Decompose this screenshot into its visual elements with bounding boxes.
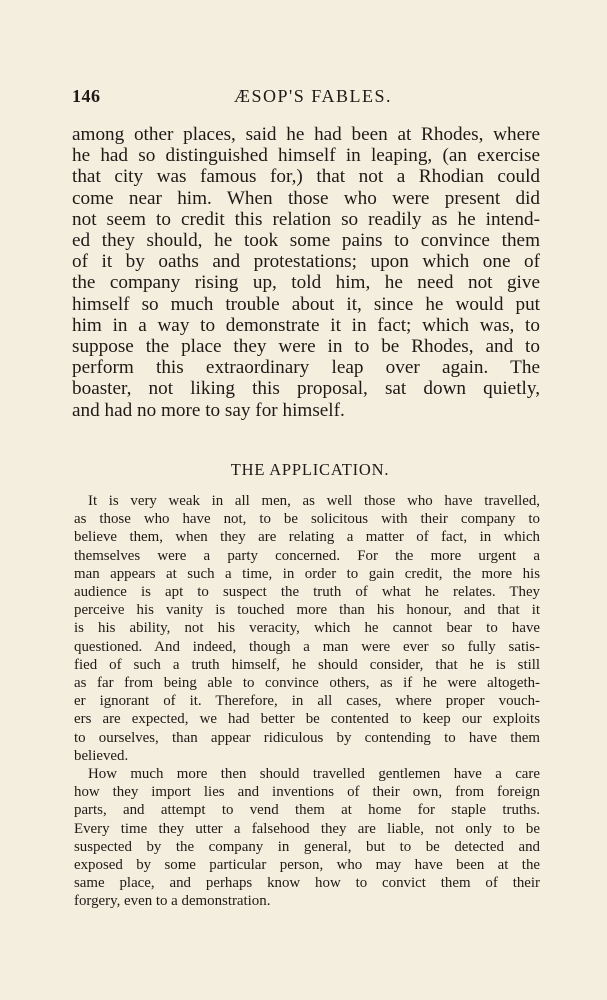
application-line: how they import lies and inventions of their own, from foreign [74, 784, 540, 801]
fable-line: himself so much trouble about it, since he would put [72, 293, 540, 315]
fable-line: him in a way to demonstrate it in fact; which was, to [72, 314, 540, 336]
fable-line: suppose the place they were in to be Rhodes, and to [72, 336, 540, 358]
fable-line: perform this extraordinary leap over again. The [72, 357, 540, 379]
fable-text [72, 124, 540, 421]
application-heading: THE APPLICATION. [230, 460, 390, 479]
application-text [74, 492, 540, 911]
application-line: fied of such a truth himself, he should consider, that he is still [74, 656, 540, 673]
fable-line: not seem to credit this relation so readily as he intend- [72, 208, 540, 230]
fable-line: of it by oaths and protestations; upon which one of [72, 251, 540, 273]
application-line: themselves were a party concerned. For the more urgent a [74, 547, 540, 564]
application-line: questioned. And indeed, though a man were ever so fully satis- [74, 638, 540, 655]
fable-line: among other places, said he had been at Rhodes, where [72, 124, 540, 145]
application-line: believe them, when they are relating a matter of fact, in which [74, 529, 540, 546]
application-line: Every time they utter a falsehood they are liable, not only to be [74, 820, 540, 837]
fable-line: ed they should, he took some pains to convince them [72, 230, 540, 252]
application-line: forgery, even to a demonstration. [74, 893, 271, 910]
application-line: How much more then should travelled gentlemen have a care [88, 766, 540, 783]
fable-line: and had no more to say for himself. [72, 399, 345, 421]
fable-line: boaster, not liking this proposal, sat down quietly, [72, 378, 540, 400]
application-line: exposed by some particular person, who may have been at the [74, 857, 540, 874]
running-head [72, 86, 540, 112]
fable-line: the company rising up, told him, he need not give [72, 272, 540, 294]
page-number: 146 [72, 86, 101, 106]
fable-line: come near him. When those who were present did [72, 187, 540, 209]
application-line: audience is apt to suspect the truth of what he relates. They [74, 584, 540, 601]
application-line: er ignorant of it. Therefore, in all cases, where proper vouch- [74, 693, 540, 710]
application-line: is his ability, not his veracity, which he cannot bear to have [74, 620, 540, 637]
application-line: suspected by the company in general, but to be detected and [74, 838, 540, 855]
book-title: ÆSOP'S FABLES. [234, 86, 392, 106]
application-line: as those who have not, to be solicitous with their company to [74, 511, 540, 528]
application-line: perceive his vanity is touched more than his honour, and that it [74, 602, 540, 619]
application-line: man appears at such a time, in order to gain credit, the more his [74, 565, 540, 582]
application-line: as far from being able to convince others, as if he were altogeth- [74, 675, 540, 692]
application-line: It is very weak in all men, as well those who have travelled, [88, 493, 540, 509]
fable-line: that city was famous for,) that not a Rhodian could [72, 166, 540, 188]
fable-line: he had so distinguished himself in leaping, (an exercise [72, 145, 540, 167]
application-line: same place, and perhaps know how to convict them of their [74, 875, 540, 892]
application-line: believed. [74, 747, 129, 764]
application-line: to ourselves, than appear ridiculous by contending to have them [74, 729, 540, 746]
application-line: ers are expected, we had better be contented to keep our exploits [74, 711, 540, 728]
application-line: parts, and attempt to vend them at home for staple truths. [74, 802, 540, 819]
